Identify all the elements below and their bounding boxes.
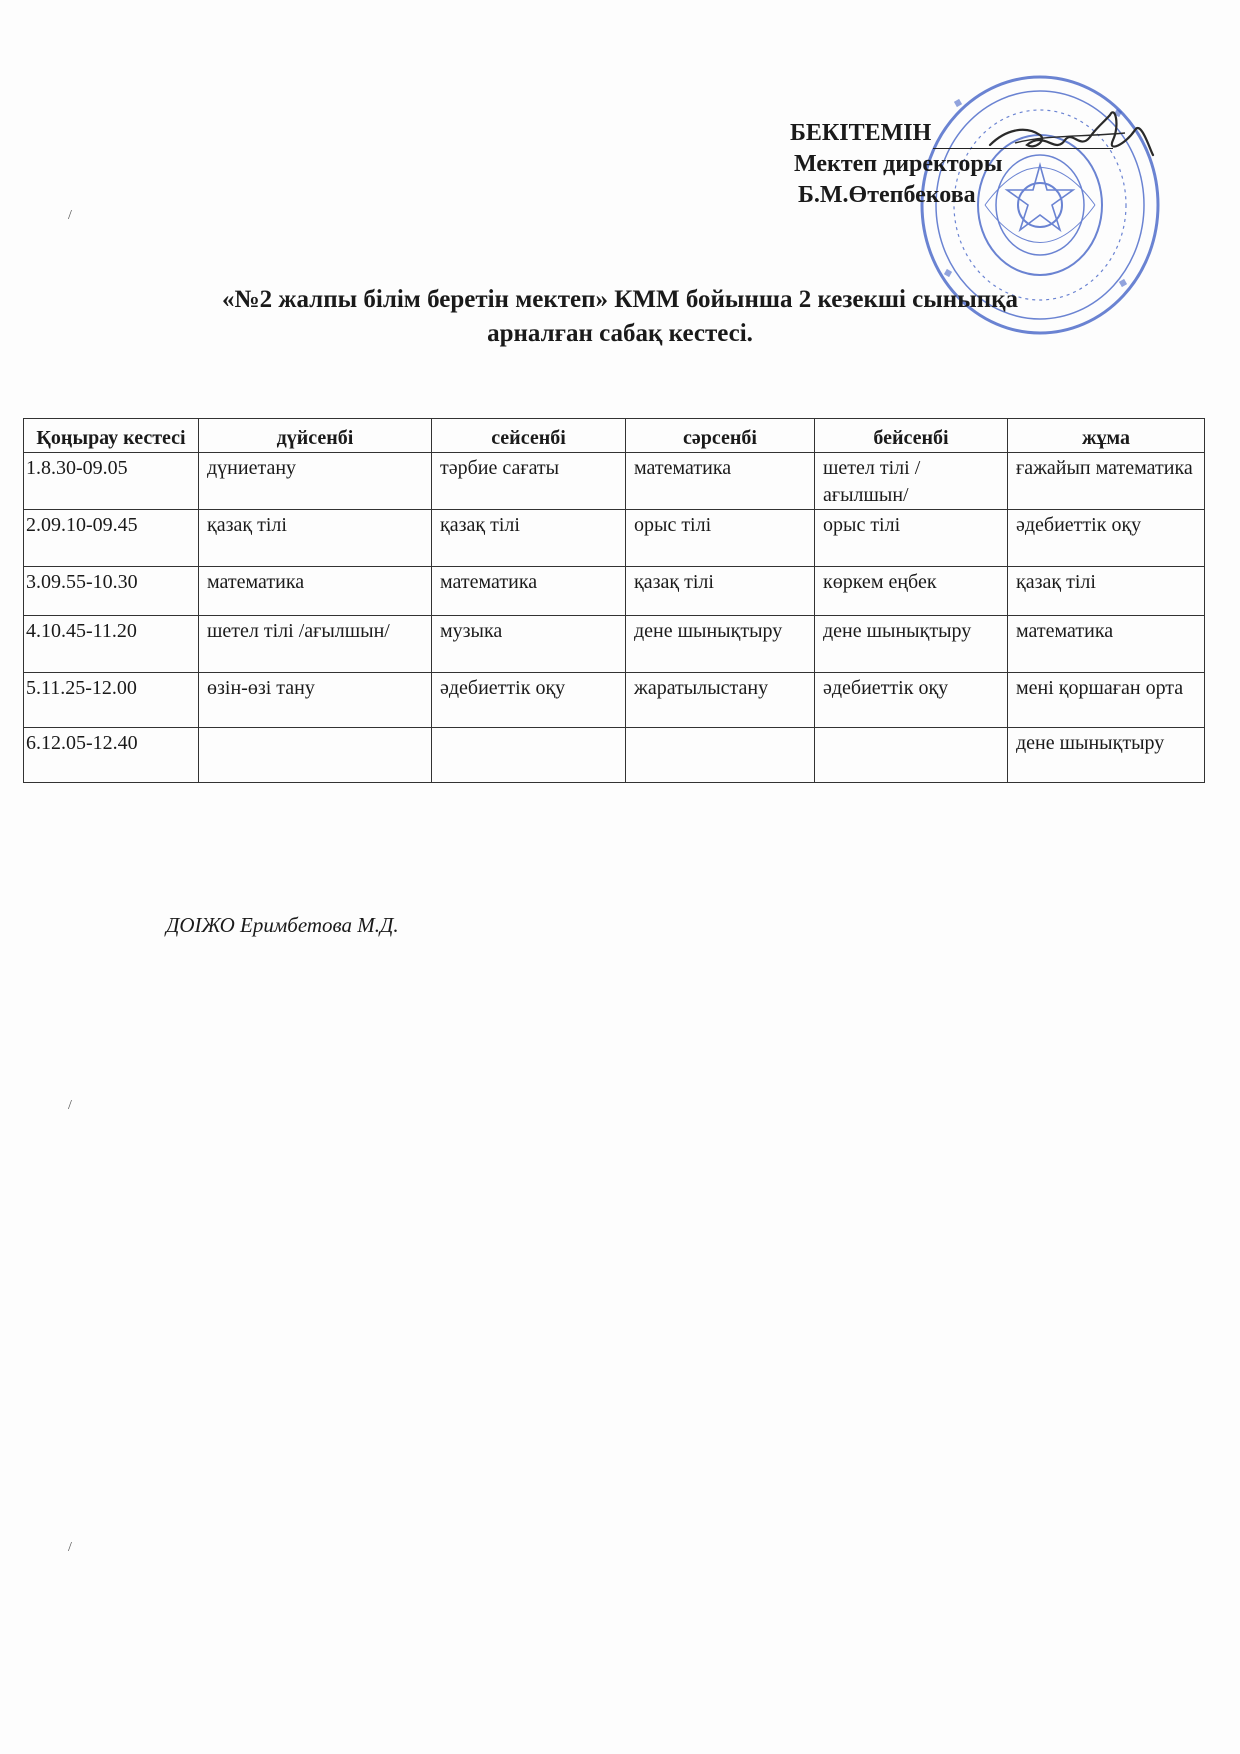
lesson-cell bbox=[815, 728, 1008, 783]
lesson-cell: қазақ тілі bbox=[199, 510, 432, 567]
time-slot-cell: 6.12.05-12.40 bbox=[24, 728, 199, 783]
lesson-cell: шетел тілі /ағылшын/ bbox=[199, 616, 432, 673]
lesson-cell: әдебиеттік оқу bbox=[1008, 510, 1205, 567]
table-row bbox=[24, 510, 1205, 567]
table-row bbox=[24, 673, 1205, 728]
lesson-cell: көркем еңбек bbox=[815, 567, 1008, 616]
table-row bbox=[24, 453, 1205, 510]
scan-mark: / bbox=[68, 1098, 72, 1113]
lesson-cell: математика bbox=[626, 453, 815, 510]
lesson-cell: ғажайып математика bbox=[1008, 453, 1205, 510]
lesson-cell: дене шынықтыру bbox=[626, 616, 815, 673]
table-header-row bbox=[24, 419, 1205, 453]
header-monday: дүйсенбі bbox=[199, 419, 432, 453]
scan-mark: / bbox=[68, 208, 72, 223]
title-line-2: арналған сабақ кестесі. bbox=[487, 320, 753, 347]
lesson-cell: мені қоршаған орта bbox=[1008, 673, 1205, 728]
table-row bbox=[24, 567, 1205, 616]
lesson-cell: дене шынықтыру bbox=[1008, 728, 1205, 783]
lesson-cell: тәрбие сағаты bbox=[432, 453, 626, 510]
lesson-cell bbox=[199, 728, 432, 783]
table-row bbox=[24, 728, 1205, 783]
lesson-cell: қазақ тілі bbox=[432, 510, 626, 567]
lesson-cell: қазақ тілі bbox=[1008, 567, 1205, 616]
lesson-cell: орыс тілі bbox=[626, 510, 815, 567]
time-slot-cell: 2.09.10-09.45 bbox=[24, 510, 199, 567]
document-title bbox=[120, 283, 1120, 351]
signoff-text: ДОІЖО Еримбетова М.Д. bbox=[166, 913, 399, 937]
scan-mark: / bbox=[68, 1540, 72, 1555]
lesson-cell: музыка bbox=[432, 616, 626, 673]
lesson-cell: қазақ тілі bbox=[626, 567, 815, 616]
lesson-cell: орыс тілі bbox=[815, 510, 1008, 567]
lesson-cell: жаратылыстану bbox=[626, 673, 815, 728]
lesson-schedule-table bbox=[23, 418, 1205, 783]
header-friday: жұма bbox=[1008, 419, 1205, 453]
lesson-cell bbox=[432, 728, 626, 783]
lesson-cell: математика bbox=[432, 567, 626, 616]
lesson-cell bbox=[626, 728, 815, 783]
lesson-cell: дүниетану bbox=[199, 453, 432, 510]
lesson-cell: шетел тілі /ағылшын/ bbox=[815, 453, 1008, 510]
time-slot-cell: 5.11.25-12.00 bbox=[24, 673, 199, 728]
lesson-cell: өзін-өзі тану bbox=[199, 673, 432, 728]
director-name: Б.М.Өтепбекова bbox=[798, 182, 976, 208]
title-line-1: «№2 жалпы білім беретін мектеп» КММ бойынша 2 кезекші сыныпқа bbox=[221, 286, 1019, 313]
header-wednesday: сәрсенбі bbox=[626, 419, 815, 453]
lesson-cell: әдебиеттік оқу bbox=[815, 673, 1008, 728]
table-row bbox=[24, 616, 1205, 673]
lesson-cell: дене шынықтыру bbox=[815, 616, 1008, 673]
lesson-cell: әдебиеттік оқу bbox=[432, 673, 626, 728]
header-tuesday: сейсенбі bbox=[432, 419, 626, 453]
lesson-cell: математика bbox=[1008, 616, 1205, 673]
handwritten-signature-icon bbox=[985, 95, 1155, 175]
approval-label: БЕКІТЕМІН bbox=[790, 120, 932, 146]
time-slot-cell: 4.10.45-11.20 bbox=[24, 616, 199, 673]
header-bell-schedule: Қоңырау кестесі bbox=[24, 419, 199, 453]
header-thursday: бейсенбі bbox=[815, 419, 1008, 453]
director-position: Мектеп директоры bbox=[794, 151, 1003, 177]
time-slot-cell: 3.09.55-10.30 bbox=[24, 567, 199, 616]
lesson-cell: математика bbox=[199, 567, 432, 616]
time-slot-cell: 1.8.30-09.05 bbox=[24, 453, 199, 510]
